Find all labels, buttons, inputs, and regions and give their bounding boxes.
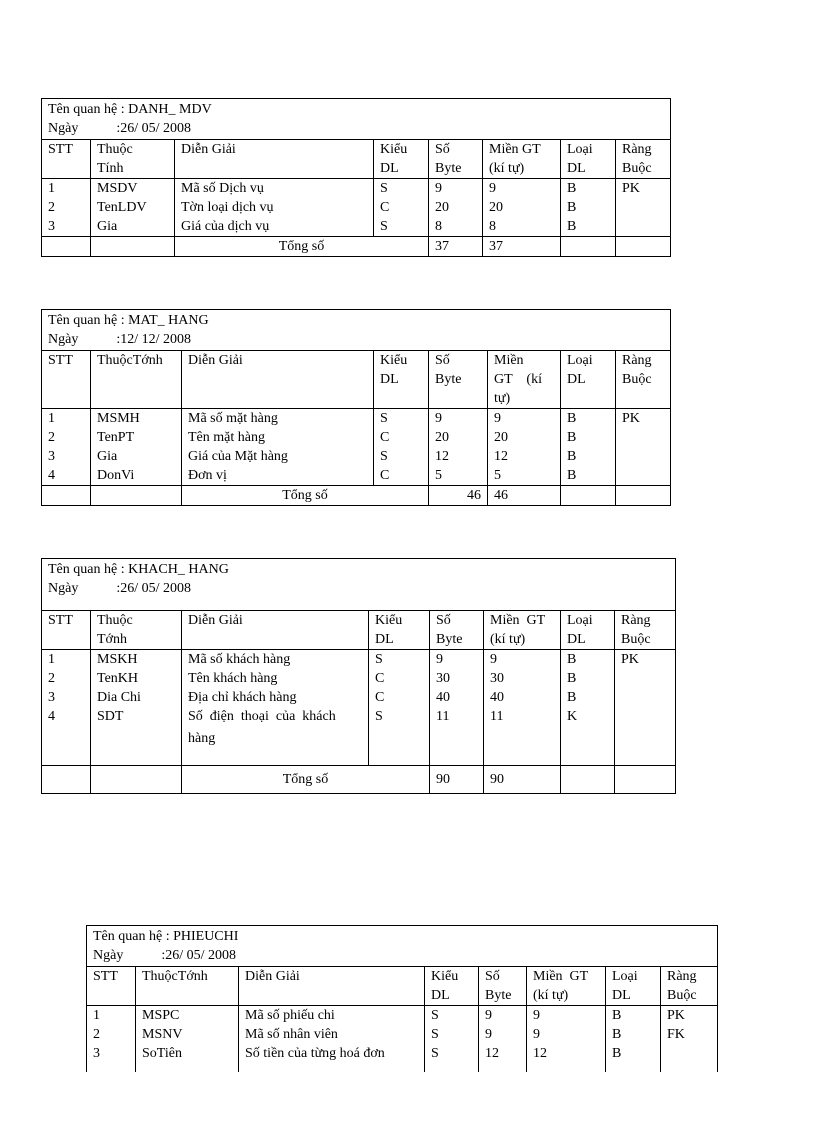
header-bytes: Số Byte [429, 351, 488, 409]
header-constraint: Ràng Buộc [661, 967, 718, 1006]
relation-title: Tên quan hệ : DANH_ MDV [48, 102, 212, 117]
table-body [42, 650, 676, 766]
header-data-kind: Loại DL [606, 967, 661, 1006]
col-constraint: PK [616, 409, 671, 486]
col-attribute: MSPC MSNV SoTiên [136, 1006, 239, 1083]
header-domain: Miền GT (kí tự) [484, 611, 561, 650]
table-body [42, 179, 671, 237]
col-type: S S S [425, 1006, 479, 1083]
header-data-kind: Loại DL [561, 140, 616, 179]
col-bytes: 9 30 40 11 [430, 650, 484, 766]
col-data-kind: B B B B [561, 409, 616, 486]
relation-table-danh-mdv [41, 98, 671, 257]
total-row [42, 237, 671, 257]
col-data-kind: B B B [606, 1006, 661, 1083]
total-bytes: 37 [429, 237, 483, 257]
table-caption [42, 559, 676, 611]
col-stt: 1 2 3 4 [42, 650, 91, 766]
col-attribute: MSMH TenPT Gia DonVi [91, 409, 182, 486]
relation-date: Ngày :12/ 12/ 2008 [48, 332, 191, 347]
table-caption [42, 99, 671, 140]
header-bytes: Số Byte [430, 611, 484, 650]
col-type: S C S [374, 179, 429, 237]
header-row [42, 611, 676, 650]
col-bytes: 9 9 12 [479, 1006, 527, 1083]
header-type: Kiểu DL [374, 351, 429, 409]
relation-date: Ngày :26/ 05/ 2008 [48, 581, 191, 596]
header-attribute: Thuộc Tính [91, 140, 175, 179]
col-domain: 9 9 12 [527, 1006, 606, 1083]
header-attribute: ThuộcTớnh [136, 967, 239, 1006]
header-domain: Miền GT (kí tự) [488, 351, 561, 409]
col-description: Mã số mặt hàng Tên mặt hàng Giá của Mặt hàng Đơn vị [182, 409, 374, 486]
relation-date: Ngày :26/ 05/ 2008 [93, 948, 236, 963]
relation-title: Tên quan hệ : MAT_ HANG [48, 313, 209, 328]
col-constraint: PK [616, 179, 671, 237]
total-label: Tổng số [182, 766, 430, 794]
header-description: Diễn Giải [182, 611, 369, 650]
col-type: S C C S [369, 650, 430, 766]
total-label: Tổng số [182, 486, 429, 506]
col-stt: 1 2 3 [42, 179, 91, 237]
total-row [42, 766, 676, 794]
header-stt: STT [42, 351, 91, 409]
header-row [42, 351, 671, 409]
page-crop-edge [0, 1072, 816, 1123]
col-domain: 9 20 8 [483, 179, 561, 237]
header-type: Kiểu DL [369, 611, 430, 650]
total-domain: 90 [484, 766, 561, 794]
header-description: Diễn Giải [239, 967, 425, 1006]
header-domain: Miền GT (kí tự) [483, 140, 561, 179]
table-caption [87, 926, 718, 967]
header-type: Kiểu DL [374, 140, 429, 179]
header-description: Diễn Giải [175, 140, 374, 179]
header-attribute: Thuộc Tớnh [91, 611, 182, 650]
header-stt: STT [42, 140, 91, 179]
col-description: Mã số Dịch vụ Tờn loại dịch vụ Giá của dịch vụ [175, 179, 374, 237]
col-data-kind: B B B [561, 179, 616, 237]
total-label: Tổng số [175, 237, 429, 257]
col-constraint: PK [615, 650, 676, 766]
relation-title: Tên quan hệ : PHIEUCHI [93, 929, 239, 944]
col-type: S C S C [374, 409, 429, 486]
table-caption [42, 310, 671, 351]
total-row [42, 486, 671, 506]
header-data-kind: Loại DL [561, 611, 615, 650]
header-constraint: Ràng Buộc [616, 351, 671, 409]
relation-table-phieuchi [86, 925, 718, 1083]
relation-table-khach-hang [41, 558, 676, 794]
total-domain: 46 [488, 486, 561, 506]
header-bytes: Số Byte [479, 967, 527, 1006]
table-body [42, 409, 671, 486]
relation-table-mat-hang [41, 309, 671, 506]
table-body [87, 1006, 718, 1083]
header-domain: Miền GT (kí tự) [527, 967, 606, 1006]
header-data-kind: Loại DL [561, 351, 616, 409]
col-attribute: MSDV TenLDV Gia [91, 179, 175, 237]
relation-title: Tên quan hệ : KHACH_ HANG [48, 562, 229, 577]
header-type: Kiểu DL [425, 967, 479, 1006]
col-description: Mã số phiếu chi Mã số nhân viên Số tiền của từng hoá đơn [239, 1006, 425, 1083]
header-constraint: Ràng Buộc [616, 140, 671, 179]
header-bytes: Số Byte [429, 140, 483, 179]
col-attribute: MSKH TenKH Dia Chi SDT [91, 650, 182, 766]
header-attribute: ThuộcTớnh [91, 351, 182, 409]
col-stt: 1 2 3 4 [42, 409, 91, 486]
col-description: Mã số khách hàng Tên khách hàng Địa chỉ khách hàng Số điện thoại của khách hàng [182, 650, 369, 766]
total-bytes: 90 [430, 766, 484, 794]
relation-date: Ngày :26/ 05/ 2008 [48, 121, 191, 136]
col-bytes: 9 20 8 [429, 179, 483, 237]
col-bytes: 9 20 12 5 [429, 409, 488, 486]
col-domain: 9 30 40 11 [484, 650, 561, 766]
total-bytes: 46 [429, 486, 488, 506]
header-stt: STT [42, 611, 91, 650]
header-description: Diễn Giải [182, 351, 374, 409]
header-constraint: Ràng Buộc [615, 611, 676, 650]
col-constraint: PK FK [661, 1006, 718, 1083]
col-data-kind: B B B K [561, 650, 615, 766]
header-row [42, 140, 671, 179]
total-domain: 37 [483, 237, 561, 257]
header-stt: STT [87, 967, 136, 1006]
header-row [87, 967, 718, 1006]
col-stt: 1 2 3 [87, 1006, 136, 1083]
col-domain: 9 20 12 5 [488, 409, 561, 486]
